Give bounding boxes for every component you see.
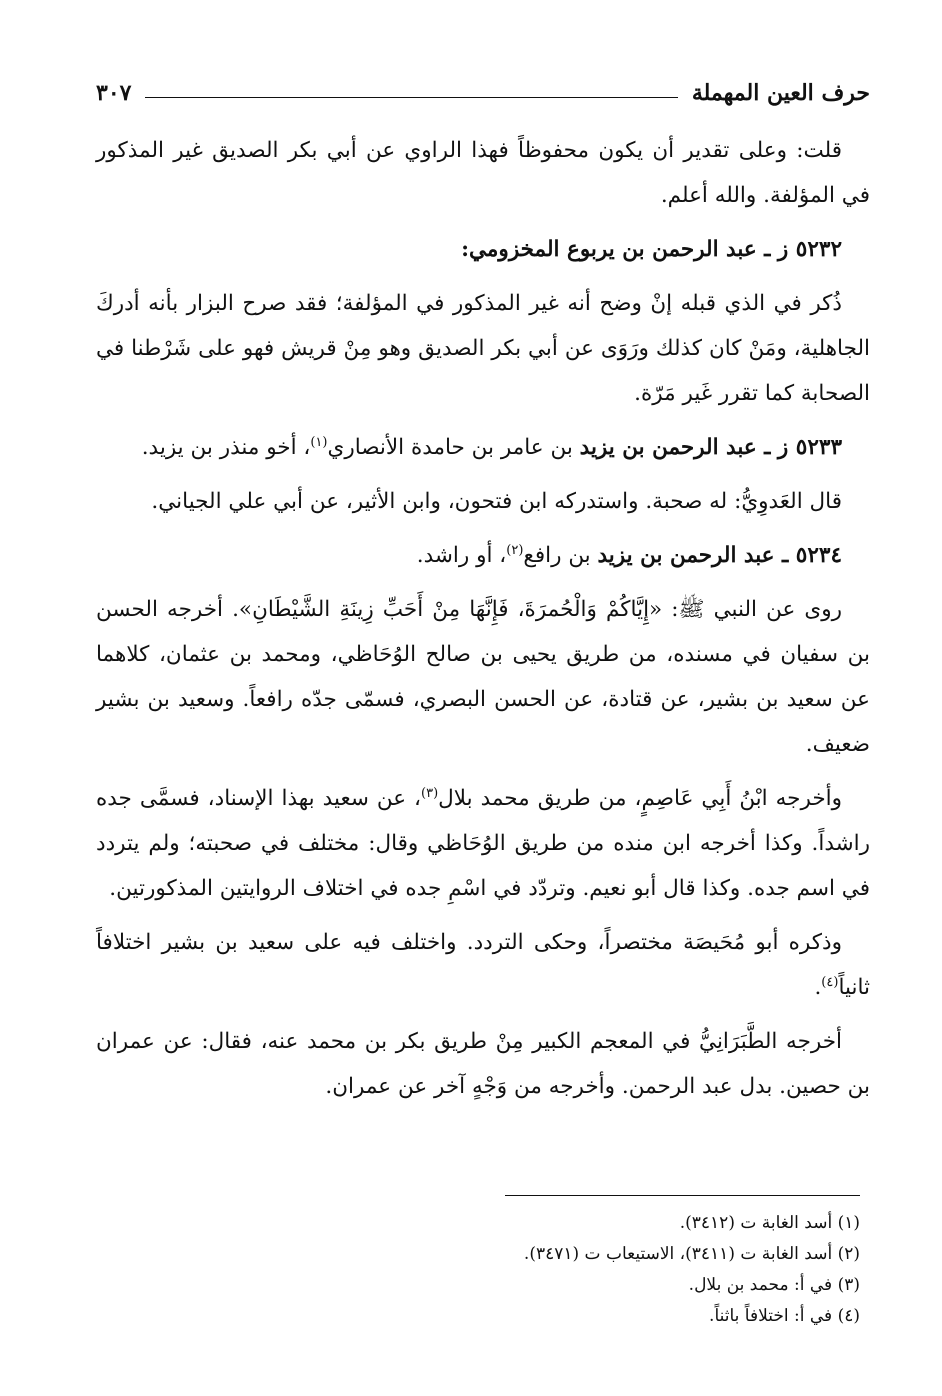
header-rule — [145, 97, 677, 98]
entry-5234-tail: ، أو راشد. — [416, 543, 507, 568]
entry-5234-text: بن رافع — [523, 543, 598, 568]
entry-5232-heading: ٥٢٣٢ ز ـ عبد الرحمن بن يربوع المخزومي: — [461, 237, 842, 262]
chapter-title: حرف العين المهملة — [691, 80, 870, 106]
page-number: ٣٠٧ — [96, 80, 132, 106]
footnote-4: (٤) في أ: اختلافاً باثناً. — [709, 1306, 860, 1326]
footnote-3: (٣) في أ: محمد بن بلال. — [688, 1275, 860, 1295]
paragraph-5: قال العَدوِيُّ: له صحبة. واستدركه ابن فتحون، وابن الأثير، عن أبي علي الجياني. — [151, 489, 842, 514]
footnote-ref-3[interactable]: (٣) — [421, 785, 439, 801]
paragraph-9-part-b: . — [814, 975, 822, 1000]
paragraph-8 — [96, 776, 870, 911]
footnote-ref-4[interactable]: (٤) — [821, 974, 839, 990]
footnote-1: (١) أسد الغابة ت (٣٤١٢). — [679, 1213, 860, 1233]
paragraph-8-part-b: ، عن سعيد بهذا الإسناد، فسمَّى جده راشداً. وكذا أخرجه ابن منده من طريق الوُحَاظي وقال: مختلف في صحبته؛ ولم يتردد في اسم جده. وكذا قال أبو نعيم. وتردّد في اسْمِ جده في اختلاف الروايتين المذكورتين. — [96, 786, 870, 901]
entry-5233 — [96, 425, 870, 470]
entry-5233-tail: ، أخو منذر بن يزيد. — [141, 435, 311, 460]
paragraph-8-part-a: وأخرجه ابْنُ أَبِي عَاصِمٍ، من طريق محمد بلال — [438, 786, 842, 811]
paragraph-3: ذُكر في الذي قبله إنْ وضح أنه غير المذكور في المؤلفة؛ فقد صرح البزار بأنه أدركَ الجاهلية، ومَنْ كان كذلك ورَوَى عن أبي بكر الصديق وهو مِنْ قريش فهو على شَرْطنا في الصحابة كما تقرر غَير مَرّة. — [96, 291, 870, 406]
footnote-ref-2[interactable]: (٢) — [506, 542, 524, 558]
entry-5234-heading: ٥٢٣٤ ـ عبد الرحمن بن يزيد — [597, 543, 842, 568]
paragraph-7: روى عن النبي ﷺ: «إِيَّاكُمْ وَالْحُمرَةَ، فَإِنَّهَا مِنْ أَحَبِّ زِينَةِ الشَّيْطَانِ». أخرجه الحسن بن سفيان في مسنده، من طريق يحيى بن صالح الوُحَاظي، ومحمد بن عثمان، كلاهما عن سعيد بن بشير، عن قتادة، عن الحسن البصري، فسمّى جدّه رافعاً. وسعيد بن بشير ضعيف. — [96, 597, 870, 757]
footnote-ref-1[interactable]: (١) — [310, 434, 328, 450]
paragraph-9-part-a: وذكره أبو مُحَيصَة مختصراً، وحكى التردد. واختلف فيه على سعيد بن بشير اختلافاً ثانياً — [96, 930, 870, 1000]
footnote-2: (٢) أسد الغابة ت (٣٤١١)، الاستيعاب ت (٣٤٧١). — [523, 1244, 860, 1264]
entry-5234 — [96, 533, 870, 578]
footnote-separator — [505, 1195, 860, 1196]
paragraph-9 — [96, 920, 870, 1010]
paragraph-1: قلت: وعلى تقدير أن يكون محفوظاً فهذا الراوي عن أبي بكر الصديق غير المذكور في المؤلفة. والله أعلم. — [96, 138, 870, 208]
footnotes — [96, 1208, 860, 1332]
entry-5233-text: بن عامر بن حامدة الأنصاري — [327, 435, 580, 460]
main-text — [96, 128, 870, 1118]
running-header — [96, 76, 870, 110]
paragraph-10: أخرجه الطَّبَرَانِيُّ في المعجم الكبير مِنْ طريق بكر بن محمد عنه، فقال: عن عمران بن حصين. بدل عبد الرحمن. وأخرجه من وَجْهٍ آخر عن عمران. — [96, 1029, 870, 1099]
entry-5233-heading: ٥٢٣٣ ز ـ عبد الرحمن بن يزيد — [579, 435, 842, 460]
